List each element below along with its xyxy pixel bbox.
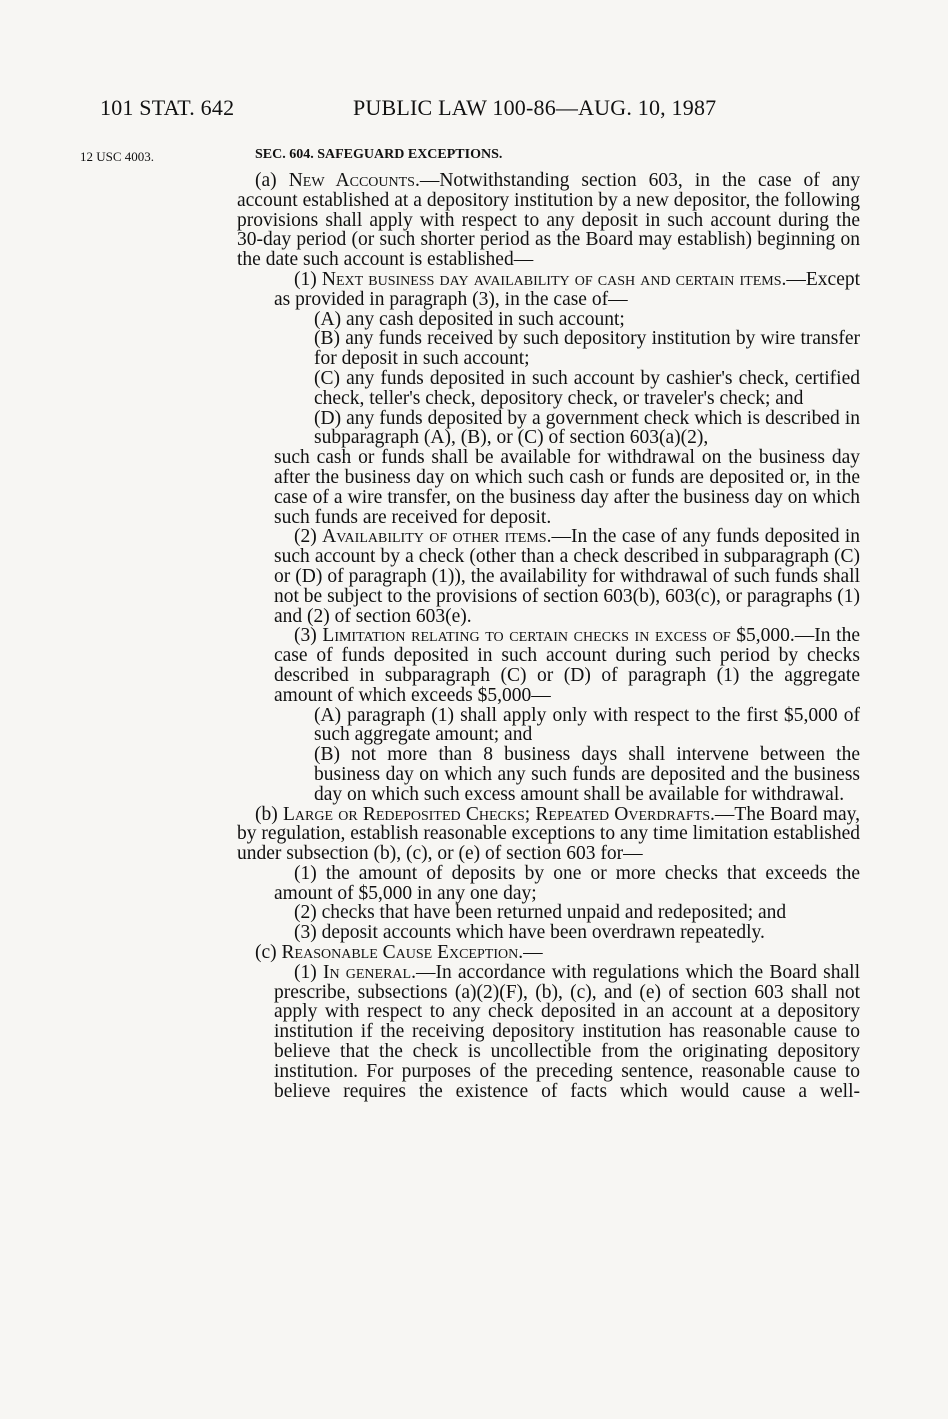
subsection-b-text: —The Board may, by regulation, establish reasonable exceptions to any time limitation established under subsection (b), (c), or (e) of section 603 for—	[237, 803, 861, 865]
paragraph-a3-title: Limitation relating to certain checks in excess of $5,000.	[322, 625, 795, 647]
subsection-b-title: Large or Redeposited Checks; Repeated Overdrafts.	[282, 803, 715, 825]
subparagraph-a1-C: (C) any funds deposited in such account by cashier's check, certified check, teller's check, depository check, or traveler's check; and	[314, 367, 860, 409]
paragraph-c1-label: (1)	[294, 961, 317, 983]
statute-body	[237, 145, 860, 1101]
paragraph-a1	[274, 270, 860, 310]
paragraph-b3: (3) deposit accounts which have been overdrawn repeatedly.	[294, 922, 765, 944]
subsection-c-title: Reasonable Cause Exception.	[281, 942, 524, 964]
subsection-c-label: (c)	[255, 942, 277, 964]
paragraph-a3	[274, 626, 860, 705]
subparagraph-a1-B: (B) any funds received by such depository institution by wire transfer for deposit in such account;	[314, 328, 860, 370]
subsection-a-text: —Notwithstanding section 603, in the case of any account established at a depository institution by a new depositor, the following provisions shall apply with respect to any deposit in such account during the 30-day period (or such shorter period as the Board may establish) beginning on the date such account is established—	[237, 170, 860, 271]
paragraph-b2: (2) checks that have been returned unpaid and redeposited; and	[294, 902, 787, 924]
subsection-a-label: (a)	[255, 170, 277, 191]
paragraph-c1-text: —In accordance with regulations which the Board shall prescribe, subsections (a)(2)(F), (b), (c), and (e) of section 603 shall not apply with respect to any check deposited in an account at a depository institution if the receiving depository institution has reasonable cause to believe that the check is uncollectible from the originating depository institution. For purposes of the preceding sentence, reasonable cause to believe requires the existence of facts which would cause a well-	[274, 961, 860, 1102]
subsection-b-label: (b)	[255, 803, 278, 825]
subparagraph-a3-B: (B) not more than 8 business days shall intervene between the business day on which any such funds are deposited and the business day on which such excess amount shall be available for withdrawal.	[314, 744, 860, 805]
margin-citation: 12 USC 4003.	[80, 149, 155, 164]
subparagraph-a1-A: (A) any cash deposited in such account;	[314, 308, 625, 330]
section-heading: SEC. 604. SAFEGUARD EXCEPTIONS.	[255, 147, 503, 162]
paragraph-a3-text: —In the case of funds deposited in such account during such period by checks described in subparagraph (C) or (D) of paragraph (1) the aggregate amount of which exceeds $5,000—	[274, 625, 860, 706]
paragraph-c1-title: In general.	[322, 961, 416, 983]
subsection-c-text: —	[523, 942, 543, 964]
paragraph-a1-label: (1)	[294, 268, 317, 290]
paragraph-a3-label: (3)	[294, 625, 317, 647]
subparagraph-a1-D: (D) any funds deposited by a government check which is described in subparagraph (A), (B), or (C) of section 603(a)(2),	[314, 407, 860, 449]
paragraph-a1-title: Next business day availability of cash and certain items.	[321, 268, 787, 290]
paragraph-a2	[274, 527, 860, 626]
paragraph-a2-title: Availability of other items.	[322, 526, 552, 548]
paragraph-a2-label: (2)	[294, 526, 317, 548]
paragraph-b1: (1) the amount of deposits by one or more checks that exceeds the amount of $5,000 in any one day;	[274, 862, 860, 904]
public-law-reference: PUBLIC LAW 100-86—AUG. 10, 1987	[353, 95, 717, 120]
subsection-a-title: New Accounts.	[288, 170, 420, 191]
paragraph-a1-tail: such cash or funds shall be available for withdrawal on the business day after the business day on which such cash or funds are deposited or, in the case of a wire transfer, on the business day after the business day on which such funds are received for deposit.	[274, 447, 860, 528]
paragraph-a1-text: —Except as provided in paragraph (3), in the case of—	[274, 268, 861, 310]
subsection-a	[237, 171, 860, 270]
paragraph-a2-text: —In the case of any funds deposited in such account by a check (other than a check described in subparagraph (C) or (D) of paragraph (1)), the availability for withdrawal of such funds shall not be subject to the provisions of section 603(b), 603(c), or paragraphs (1) and (2) of section 603(e).	[274, 526, 861, 627]
statute-page-reference: 101 STAT. 642	[100, 95, 235, 120]
subparagraph-a3-A: (A) paragraph (1) shall apply only with respect to the first $5,000 of such aggregate amount; and	[314, 704, 860, 746]
page-header	[100, 95, 716, 121]
subsection-b	[237, 805, 860, 864]
paragraph-c1	[274, 963, 860, 1102]
subsection-c	[237, 943, 860, 963]
